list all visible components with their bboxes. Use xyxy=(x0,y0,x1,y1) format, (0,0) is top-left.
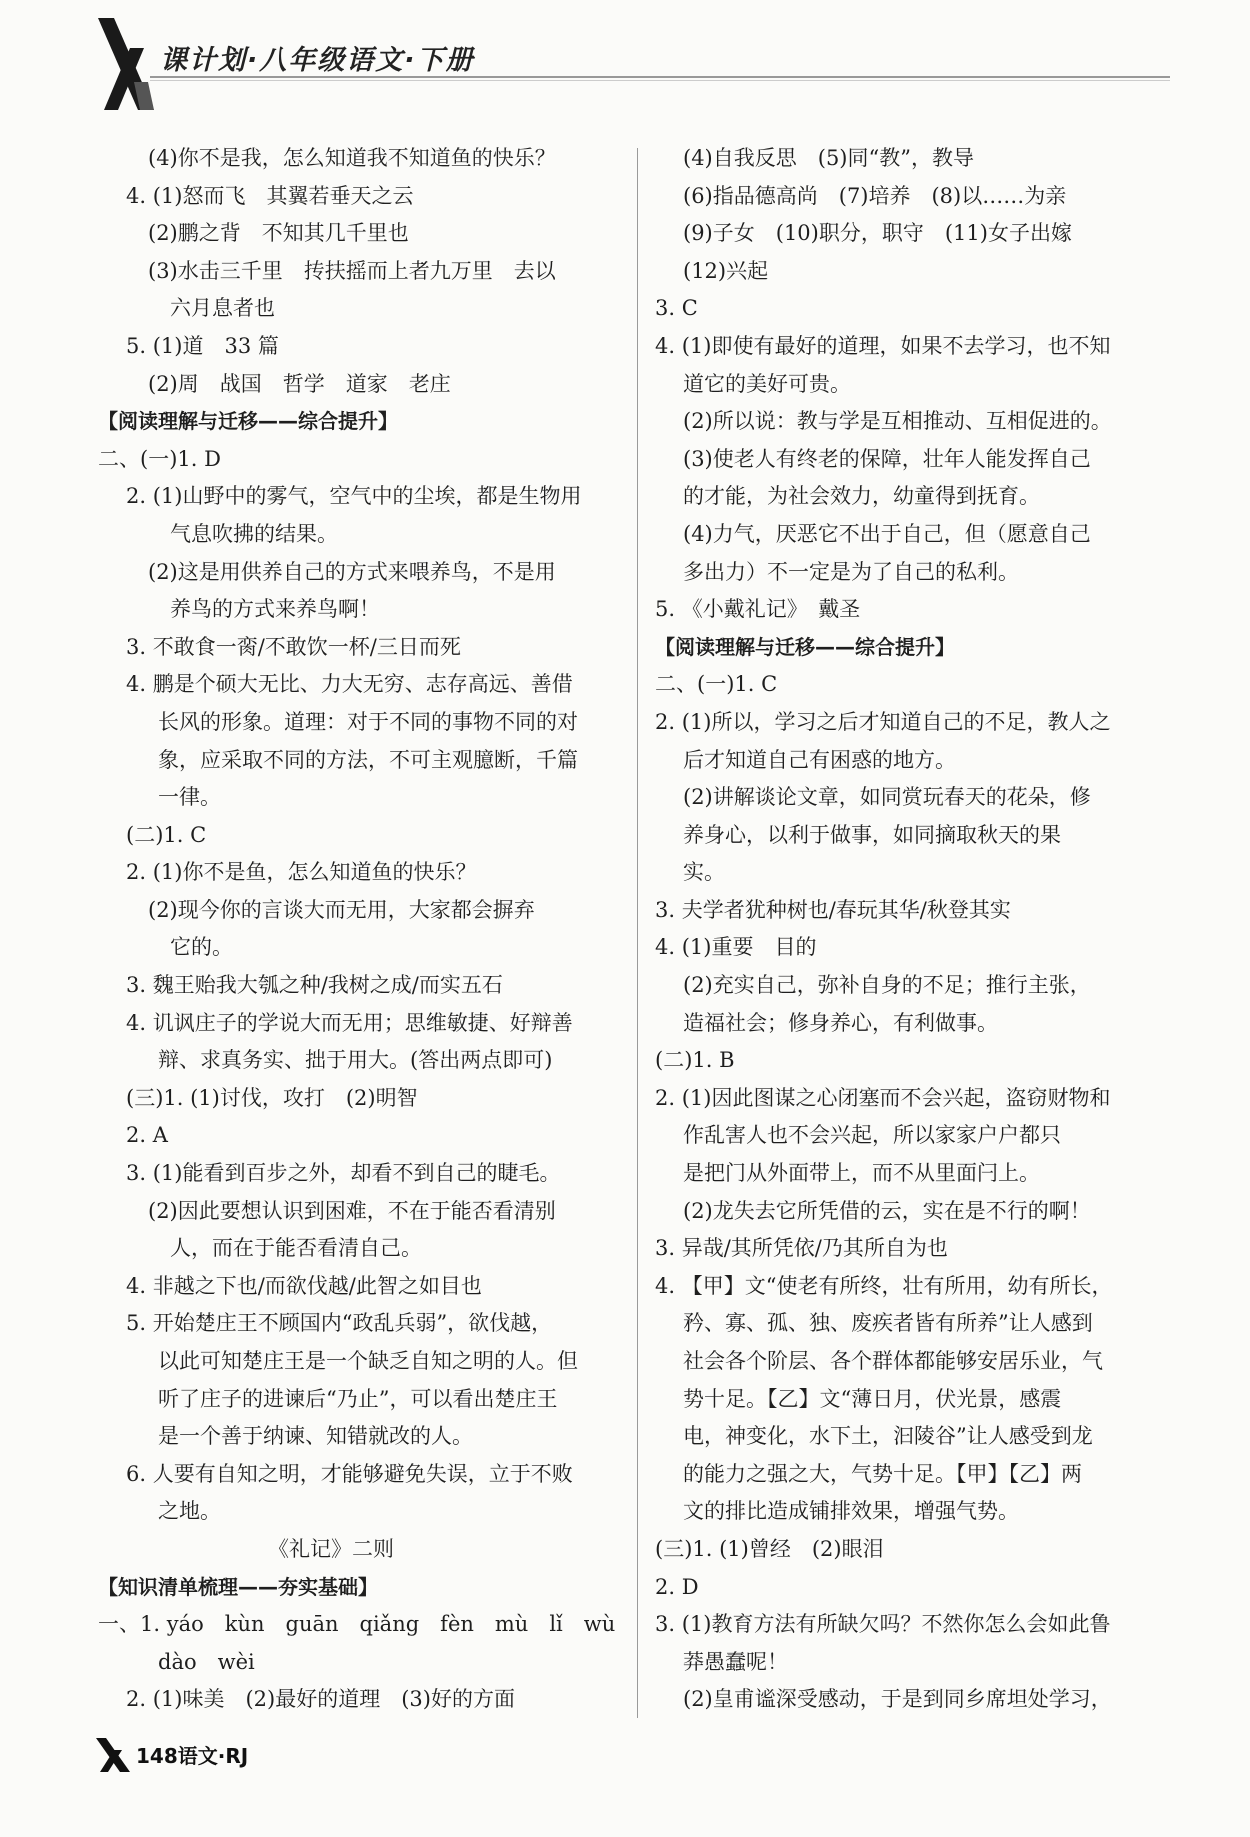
right-answer-line: (2)龙失去它所凭借的云，实在是不行的啊！ xyxy=(683,1198,1091,1223)
left-answer-line: dào wèi xyxy=(158,1649,255,1674)
left-answer-line: (二)1. C xyxy=(126,822,207,847)
right-answer-line: 【阅读理解与迁移——综合提升】 xyxy=(655,634,955,659)
logo-icon xyxy=(96,18,156,110)
left-answer-line: 5. (1)道 33 篇 xyxy=(126,333,279,358)
right-answer-line: 3. C xyxy=(655,296,698,321)
right-answer-line: (2)皇甫谧深受感动，于是到同乡席坦处学习， xyxy=(683,1687,1112,1712)
left-answer-line: 六月息者也 xyxy=(170,296,275,321)
right-answer-line: 后才知道自己有困惑的地方。 xyxy=(683,747,956,772)
right-answer-line: 二、(一)1. C xyxy=(655,672,778,697)
right-answer-line: (2)充实自己，弥补自身的不足；推行主张， xyxy=(683,973,1091,998)
left-answer-line: 之地。 xyxy=(158,1499,221,1524)
left-answer-line: 气息吹拂的结果。 xyxy=(170,521,338,546)
right-answer-line: 4. (1)重要 目的 xyxy=(655,935,817,960)
left-answer-line: (2)周 战国 哲学 道家 老庄 xyxy=(148,371,451,396)
right-answer-line: (9)子女 (10)职分，职守 (11)女子出嫁 xyxy=(683,221,1072,246)
right-answer-line: 是把门从外面带上，而不从里面闩上。 xyxy=(683,1161,1040,1186)
right-answer-line: 的能力之强之大，气势十足。【甲】【乙】两 xyxy=(683,1461,1082,1486)
header-rule-thin xyxy=(150,80,1170,81)
right-answer-line: 的才能，为社会效力，幼童得到抚育。 xyxy=(683,484,1040,509)
right-answer-line: 2. D xyxy=(655,1574,699,1599)
right-answer-line: 2. (1)所以，学习之后才知道自己的不足，教人之 xyxy=(655,709,1111,734)
right-answer-line: (4)力气，厌恶它不出于自己，但（愿意自己 xyxy=(683,521,1091,546)
left-answer-line: 二、(一)1. D xyxy=(98,446,221,471)
left-answer-line: 以此可知楚庄王是一个缺乏自知之明的人。但 xyxy=(158,1349,578,1373)
right-answer-line: 多出力）不一定是为了自己的私利。 xyxy=(683,559,1019,584)
header-rule xyxy=(150,76,1170,78)
left-answer-line: 2. (1)味美 (2)最好的道理 (3)好的方面 xyxy=(126,1687,515,1712)
right-answer-line: 3. 异哉/其所凭依/乃其所自为也 xyxy=(655,1236,948,1261)
left-answer-line: 《礼记》二则 xyxy=(268,1536,394,1561)
left-answer-line: (2)因此要想认识到困难，不在于能否看清别 xyxy=(148,1198,556,1223)
right-answer-line: 莽愚蠢呢！ xyxy=(683,1649,788,1674)
left-answer-line: 是一个善于纳谏、知错就改的人。 xyxy=(158,1424,473,1449)
left-answer-line: (2)现今你的言谈大而无用，大家都会摒弃 xyxy=(148,897,535,922)
right-answer-line: (2)讲解谈论文章，如同赏玩春天的花朵，修 xyxy=(683,785,1091,810)
left-answer-line: (4)你不是我，怎么知道我不知道鱼的快乐？ xyxy=(148,146,556,170)
left-answer-line: 一、1. yáo kùn guān qiǎng fèn mù lǐ wù xyxy=(98,1612,616,1637)
left-answer-line: (三)1. (1)讨伐，攻打 (2)明智 xyxy=(126,1085,418,1110)
page-title: 课计划·八年级语文·下册 xyxy=(160,45,475,76)
left-answer-line: 6. 人要有自知之明，才能够避免失误，立于不败 xyxy=(126,1461,573,1486)
right-answer-line: 4. 【甲】文“使老有所终，壮有所用，幼有所长， xyxy=(655,1273,1113,1298)
page-header xyxy=(0,0,1250,140)
left-answer-line: (2)鹏之背 不知其几千里也 xyxy=(148,221,409,246)
left-answer-line: 5. 开始楚庄王不顾国内“政乱兵弱”，欲伐越， xyxy=(126,1311,553,1336)
left-answer-line: 【知识清单梳理——夯实基础】 xyxy=(98,1574,378,1599)
left-answer-line: 3. 不敢食一脔/不敢饮一杯/三日而死 xyxy=(126,634,461,659)
right-answer-line: 造福社会；修身养心，有利做事。 xyxy=(683,1010,998,1035)
right-answer-line: (6)指品德高尚 (7)培养 (8)以……为亲 xyxy=(683,183,1067,208)
left-answer-line: 长风的形象。道理：对于不同的事物不同的对 xyxy=(158,709,578,734)
left-answer-line: 一律。 xyxy=(158,785,221,810)
right-answer-line: 2. (1)因此图谋之心闭塞而不会兴起，盗窃财物和 xyxy=(655,1085,1111,1110)
right-answer-line: 3. 夫学者犹种树也/春玩其华/秋登其实 xyxy=(655,897,1011,922)
right-answer-line: (二)1. B xyxy=(655,1048,735,1073)
right-answer-line: 道它的美好可贵。 xyxy=(683,371,851,396)
right-answer-line: 社会各个阶层、各个群体都能够安居乐业，气 xyxy=(683,1349,1103,1373)
column-divider xyxy=(637,148,638,1718)
left-answer-line: 4. 鹏是个硕大无比、力大无穷、志存高远、善借 xyxy=(126,672,573,697)
left-answer-line: 2. (1)你不是鱼，怎么知道鱼的快乐？ xyxy=(126,860,477,885)
left-answer-line: (3)水击三千里 抟扶摇而上者九万里 去以 xyxy=(148,258,556,283)
right-answer-line: 3. (1)教育方法有所缺欠吗？不然你怎么会如此鲁 xyxy=(655,1612,1111,1637)
left-answer-line: 【阅读理解与迁移——综合提升】 xyxy=(98,409,398,434)
left-answer-line: 4. 非越之下也/而欲伐越/此智之如目也 xyxy=(126,1273,482,1298)
left-answer-line: 3. 魏王贻我大瓠之种/我树之成/而实五石 xyxy=(126,973,503,998)
right-answer-line: (3)使老人有终老的保障，壮年人能发挥自己 xyxy=(683,446,1091,471)
right-answer-line: (4)自我反思 (5)同“教”，教导 xyxy=(683,146,974,170)
left-answer-line: 它的。 xyxy=(170,935,233,960)
left-answer-line: 听了庄子的进谏后“乃止”，可以看出楚庄王 xyxy=(158,1386,558,1411)
left-answer-line: 4. (1)怒而飞 其翼若垂天之云 xyxy=(126,183,414,208)
right-answer-line: (2)所以说：教与学是互相推动、互相促进的。 xyxy=(683,409,1112,434)
left-answer-line: 4. 讥讽庄子的学说大而无用；思维敏捷、好辩善 xyxy=(126,1010,573,1035)
right-answer-line: 文的排比造成铺排效果，增强气势。 xyxy=(683,1499,1019,1524)
right-answer-line: 电，神变化，水下土，汩陵谷”让人感受到龙 xyxy=(683,1424,1093,1449)
left-answer-line: 人，而在于能否看清自己。 xyxy=(170,1236,422,1261)
left-answer-line: 2. (1)山野中的雾气，空气中的尘埃，都是生物用 xyxy=(126,484,582,509)
left-answer-line: 2. A xyxy=(126,1123,168,1148)
right-answer-line: 实。 xyxy=(683,860,725,885)
left-column xyxy=(98,140,638,1719)
right-answer-line: 4. (1)即使有最好的道理，如果不去学习，也不知 xyxy=(655,333,1111,358)
right-answer-line: 势十足。【乙】文“薄日月，伏光景，感震 xyxy=(683,1386,1062,1411)
right-column xyxy=(655,140,1185,1719)
right-answer-line: 矜、寡、孤、独、废疾者皆有所养”让人感到 xyxy=(683,1311,1093,1336)
left-answer-line: 象，应采取不同的方法，不可主观臆断，千篇 xyxy=(158,747,578,772)
right-answer-line: 5. 《小戴礼记》 戴圣 xyxy=(655,597,861,622)
right-answer-line: 养身心，以利于做事，如同摘取秋天的果 xyxy=(683,822,1061,847)
right-answer-line: 作乱害人也不会兴起，所以家家户户都只 xyxy=(683,1123,1061,1148)
right-answer-line: (12)兴起 xyxy=(683,258,769,283)
left-answer-line: (2)这是用供养自己的方式来喂养鸟，不是用 xyxy=(148,559,556,584)
page-number: 148语文·RJ xyxy=(136,1744,249,1768)
footer-logo-icon xyxy=(96,1738,132,1772)
left-answer-line: 养鸟的方式来养鸟啊！ xyxy=(170,597,380,622)
left-answer-line: 3. (1)能看到百步之外，却看不到自己的睫毛。 xyxy=(126,1161,561,1186)
left-answer-line: 辩、求真务实、拙于用大。(答出两点即可) xyxy=(158,1048,553,1073)
right-answer-line: (三)1. (1)曾经 (2)眼泪 xyxy=(655,1536,884,1561)
